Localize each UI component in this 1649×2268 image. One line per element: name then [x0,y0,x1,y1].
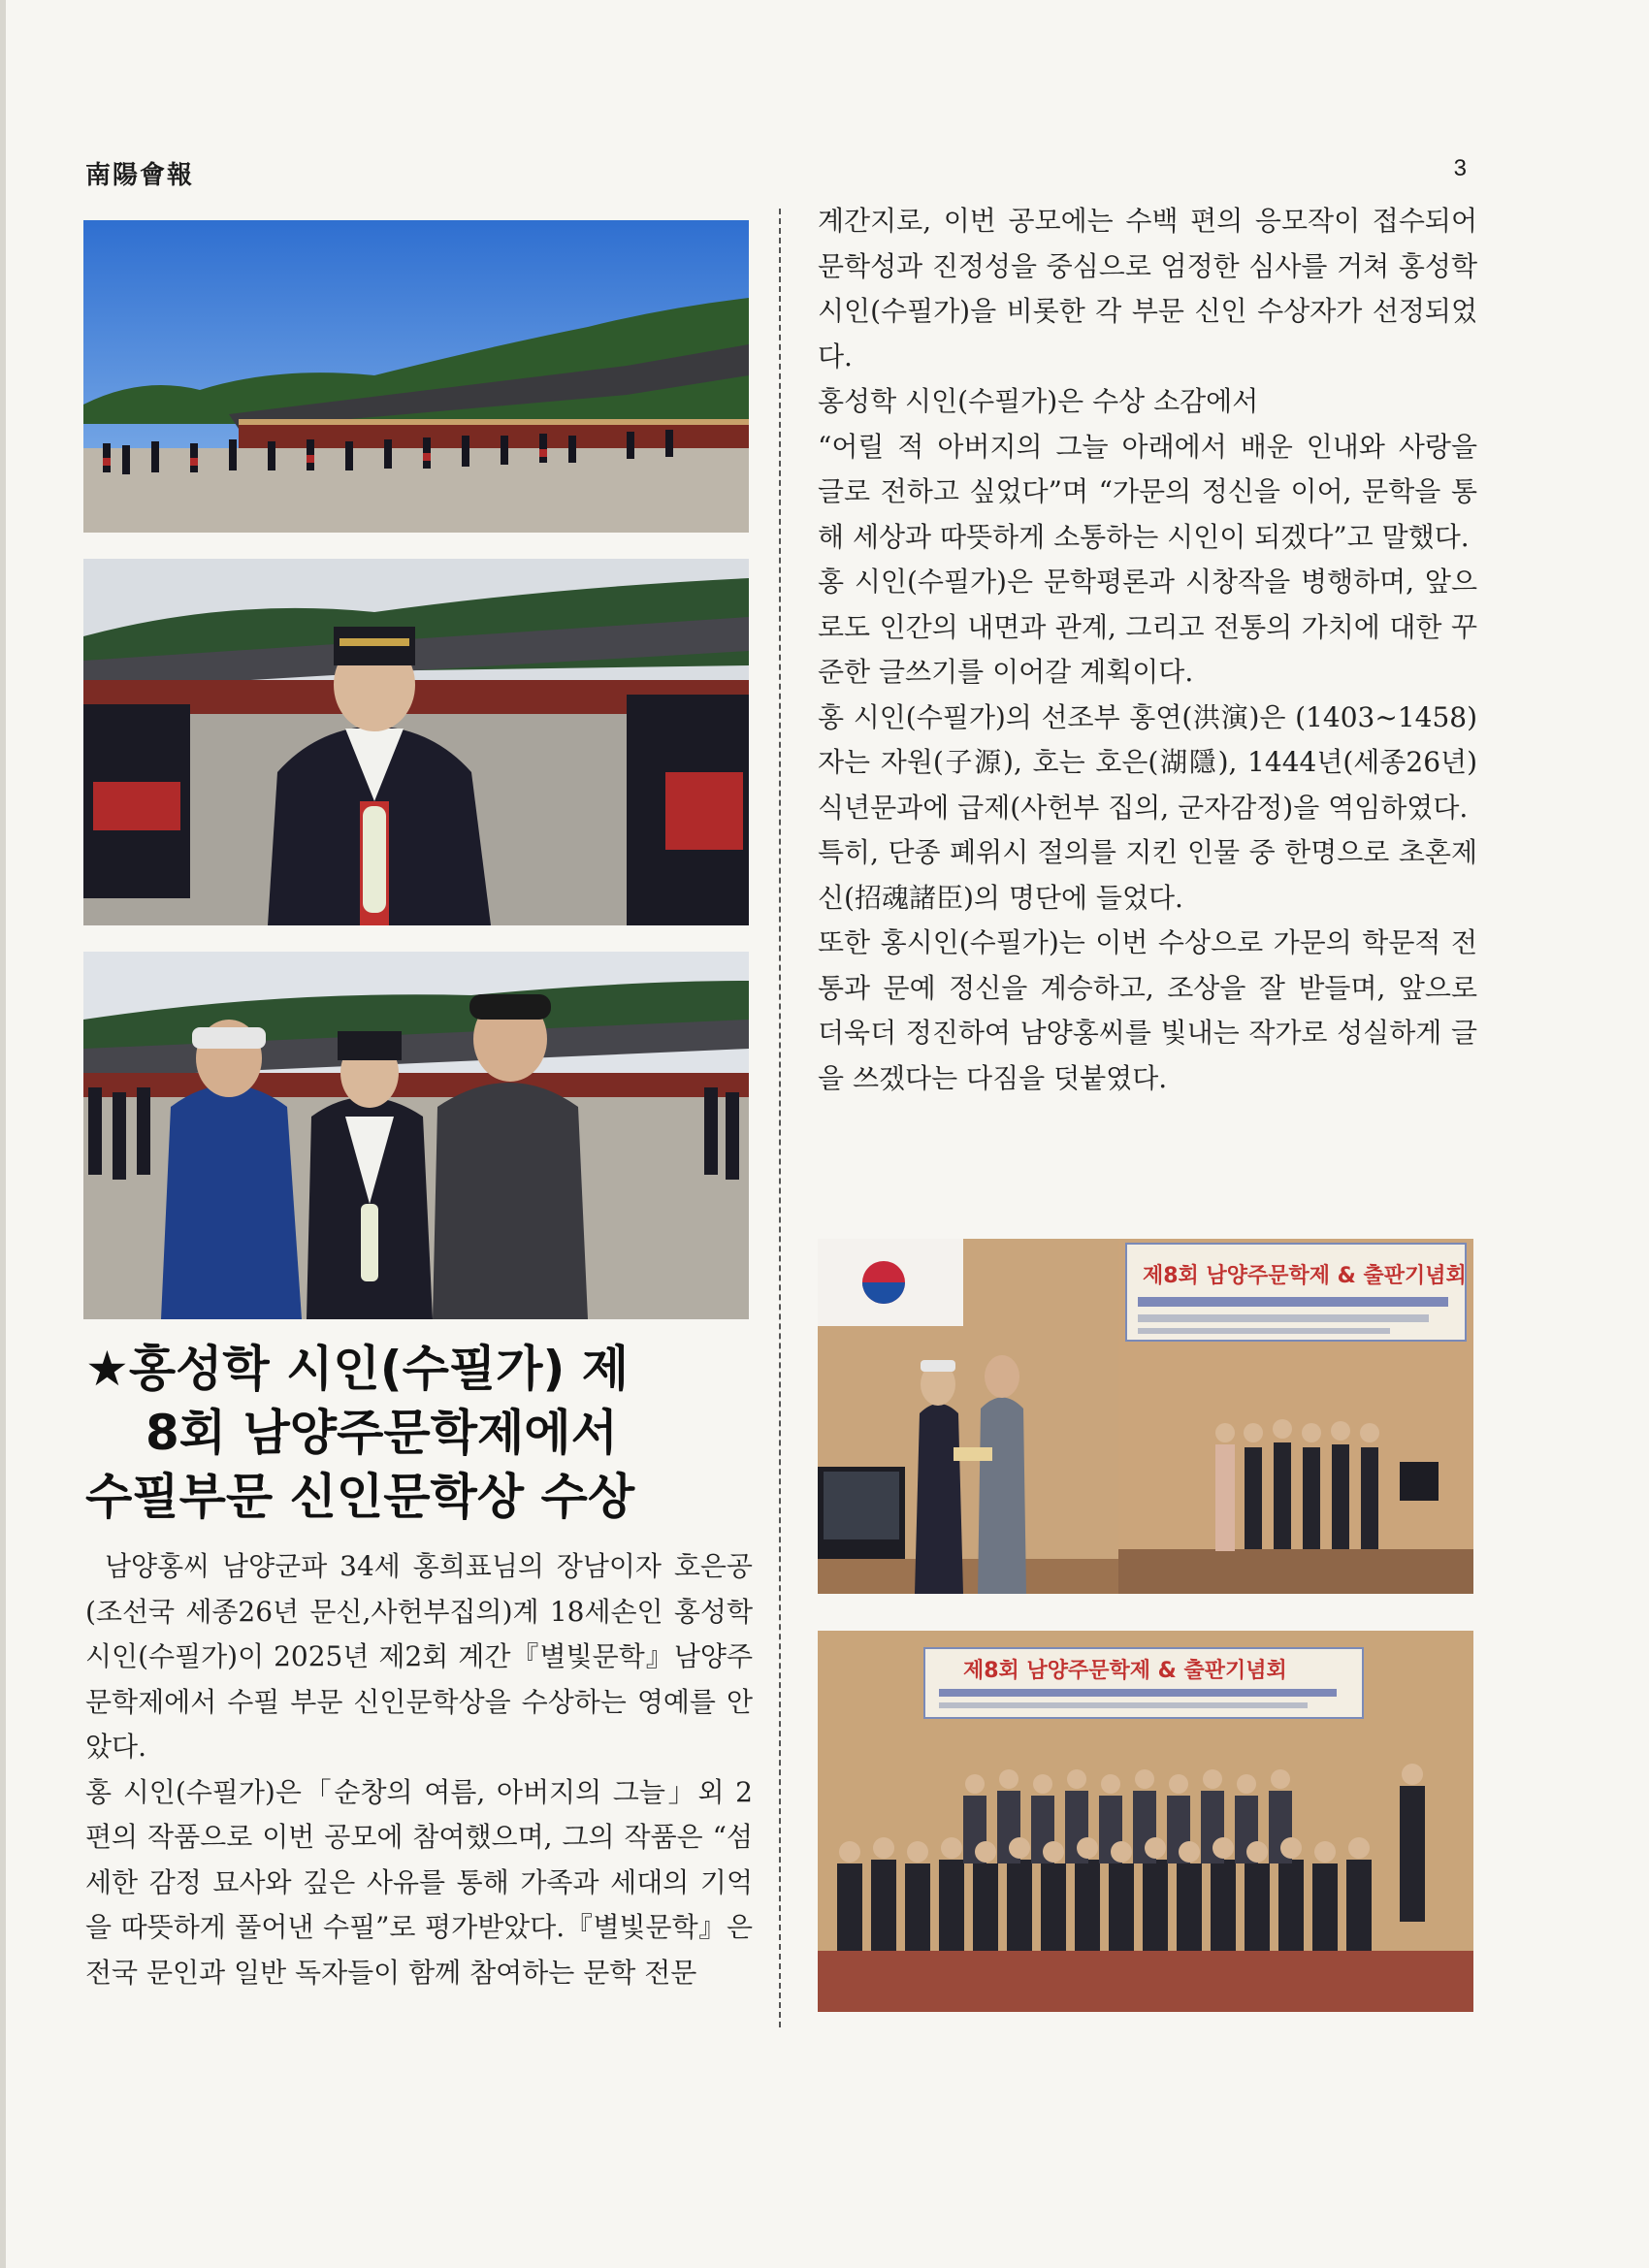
paper-edge [0,0,6,2268]
paragraph: 또한 홍시인(수필가)는 이번 수상으로 가문의 학문적 전통과 문예 정신을 계승하고, 조상을 잘 받들며, 앞으로 더욱더 정진하여 남양홍씨를 빛내는 작가로 성실하게 글을 쓰겠다는 다짐을 덧붙였다. [818,926,1477,1094]
paragraph: 홍 시인(수필가)의 선조부 홍연(洪演)은 (1403~1458) 자는 자원(子源), 호는 호은(湖隱), 1444년(세종26년) 식년문과에 급제(사헌부 집의, 군자감정)을 역임하였다. [818,700,1477,824]
paragraph: 계간지로, 이번 공모에는 수백 편의 응모작이 접수되어 문학성과 진정성을 중심으로 엄정한 심사를 거쳐 홍성학 시인(수필가)을 비롯한 각 부문 신인 수상자가 선정되었다. [818,205,1477,373]
elder-in-ceremonial-robe-photo [83,559,749,925]
headline-line: ★홍성학 시인(수필가) 제 [85,1341,630,1397]
paragraph: “어릴 적 아버지의 그늘 아래에서 배운 인내와 사랑을 글로 전하고 싶었다”며 “가문의 정신을 이어, 문학을 통해 세상과 따뜻하게 소통하는 시인이 되겠다”고 말했다. [818,430,1477,553]
award-group-stage-photo [818,1631,1473,2012]
banner-title: 제8회 남양주문학제 & 출판기념회 [1143,1264,1467,1288]
article-body-left [85,1544,753,1995]
banner-title: 제8회 남양주문학제 & 출판기념회 [963,1659,1287,1683]
headline-line: 8회 남양주문학제에서 [146,1405,618,1461]
column-divider [779,209,781,2027]
paragraph: 홍 시인(수필가)은 문학평론과 시창작을 병행하며, 앞으로도 인간의 내면과 관계, 그리고 전통의 가치에 대한 꾸준한 글쓰기를 이어갈 계획이다. [818,566,1477,688]
article-body-right [818,199,1477,1101]
paragraph: 특히, 단종 폐위시 절의를 지킨 인물 중 한명으로 초혼제신(招魂諸臣)의 명단에 들었다. [818,836,1477,914]
headline-line: 수필부문 신인문학상 수상 [85,1469,635,1525]
award-handover-photo [818,1239,1473,1594]
paragraph: 홍 시인(수필가)은「순창의 여름, 아버지의 그늘」외 2편의 작품으로 이번 공모에 참여했으며, 그의 작품은 “섬세한 감정 묘사와 깊은 사유를 통해 가족과 세대의 기억을 따뜻하게 풀어낸 수필”로 평가받았다.『별빛문학』은 전국 문인과 일반 독자들이 함께 참여하는 문학 전문 [85,1775,753,1989]
article-headline [85,1337,755,1529]
three-men-group-photo [83,952,749,1319]
paragraph: 남양홍씨 남양군파 34세 홍희표님의 장남이자 호은공(조선국 세종26년 문신,사헌부집의)계 18세손인 홍성학 시인(수필가)이 2025년 제2회 계간『별빛문학』남양주문학제에서 수필 부문 신인문학상을 수상하는 영예를 안았다. [85,1550,753,1763]
paragraph: 홍성학 시인(수필가)은 수상 소감에서 [818,385,1259,417]
page-number: 3 [1453,155,1467,181]
ceremony-courtyard-photo [83,220,749,533]
masthead: 南陽會報 [85,161,195,190]
